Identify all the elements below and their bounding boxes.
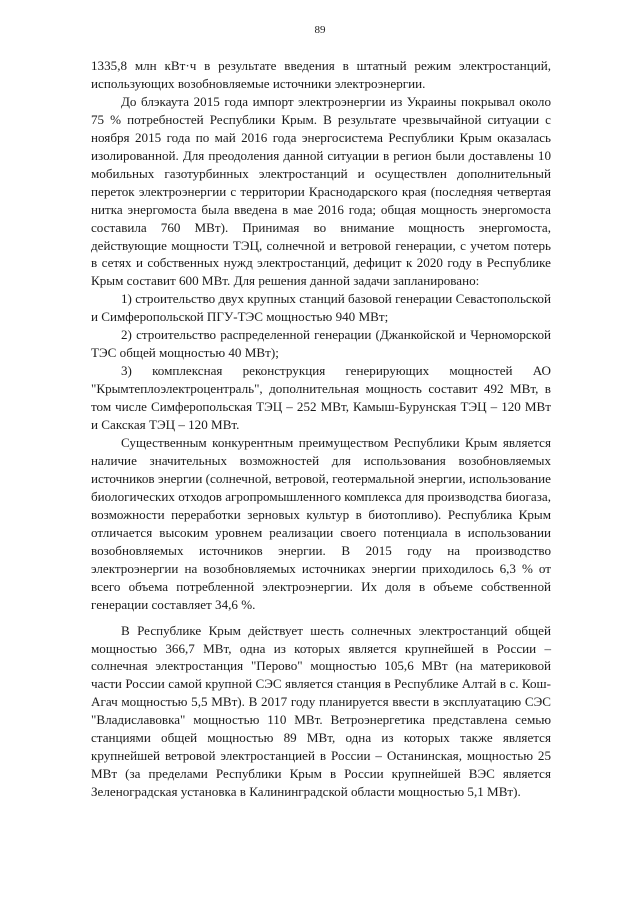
list-item-1: 1) строительство двух крупных станций базовой генерации Севастопольской и Симферопольской ПГУ-ТЭС мощностью 940 МВт;: [91, 291, 551, 325]
paragraph-blackout-import: До блэкаута 2015 года импорт электроэнергии из Украины покрывал около 75 % потребностей Республики Крым. В результате чрезвычайной ситуации с ноября 2015 года по май 2016 года энергосистема Республики Крым оказалась изолированной. Для преодоления данной ситуации в регион были доставлены 10 мобильных газотурбинных электростанций и осуществлен дополнительный переток электроэнергии с территории Краснодарского края (последняя четвертая нитка энергомоста была введена в мае 2016 года; общая мощность энергомоста составила 760 МВт). Принимая во внимание мощность энергомоста, действующие мощности ТЭЦ, солнечной и ветровой генерации, с учетом потерь в сетях и собственных нужд электростанций, дефицит к 2020 году в Республике Крым составит 600 МВт. Для решения данной задачи запланировано:: [91, 93, 551, 289]
document-body: [91, 57, 551, 801]
list-item-2: 2) строительство распределенной генерации (Джанкойской и Черноморской ТЭС общей мощностью 40 МВт);: [91, 327, 551, 361]
page-number: 89: [314, 24, 326, 36]
paragraph-continuation: 1335,8 млн кВт·ч в результате введения в штатный режим электростанций, использующих возобновляемые источники электроэнергии.: [91, 58, 551, 91]
paragraph-renewables-advantage: Существенным конкурентным преимуществом Республики Крым является наличие значительных возможностей для использования возобновляемых источников энергии (солнечной, ветровой, геотермальной энергии, использование биологических отходов агропромышленного комплекса для производства биогаза, возможности переработки зерновых культур в биотопливо). Республика Крым отличается высоким уровнем реализации своего потенциала в использовании возобновляемых источников энергии. В 2015 году на производство электроэнергии на возобновляемых источниках энергии приходилось 6,3 % от всего объема потребленной электроэнергии. Их доля в объеме собственной генерации составляет 34,6 %.: [91, 435, 551, 612]
paragraph-solar-wind: В Республике Крым действует шесть солнечных электростанций общей мощностью 366,7 МВт, одна из которых является крупнейшей в России – солнечная электростанция "Перово" мощностью 105,6 МВт (на материковой части России самой крупной СЭС является станция в Республике Алтай в с. Кош-Агач мощностью 5,5 МВт). В 2017 году планируется ввести в эксплуатацию СЭС "Владиславовка" мощностью 110 МВт. Ветроэнергетика представлена семью станциями общей мощностью 89 МВт, одна из которых также является крупнейшей ветровой электростанцией в России – Останинская, мощностью 25 МВт (за пределами Республики Крым в России крупнейшей ВЭС является Зеленоградская установка в Калининградской области мощностью 5,1 МВт).: [91, 622, 551, 800]
list-item-3: 3) комплексная реконструкция генерирующих мощностей АО "Крымтеплоэлектроцентраль", дополнительная мощность составит 492 МВт, в том числе Симферопольская ТЭЦ – 252 МВт, Камыш-Бурунская ТЭЦ – 120 МВт и Сакская ТЭЦ – 120 МВт.: [91, 363, 551, 433]
